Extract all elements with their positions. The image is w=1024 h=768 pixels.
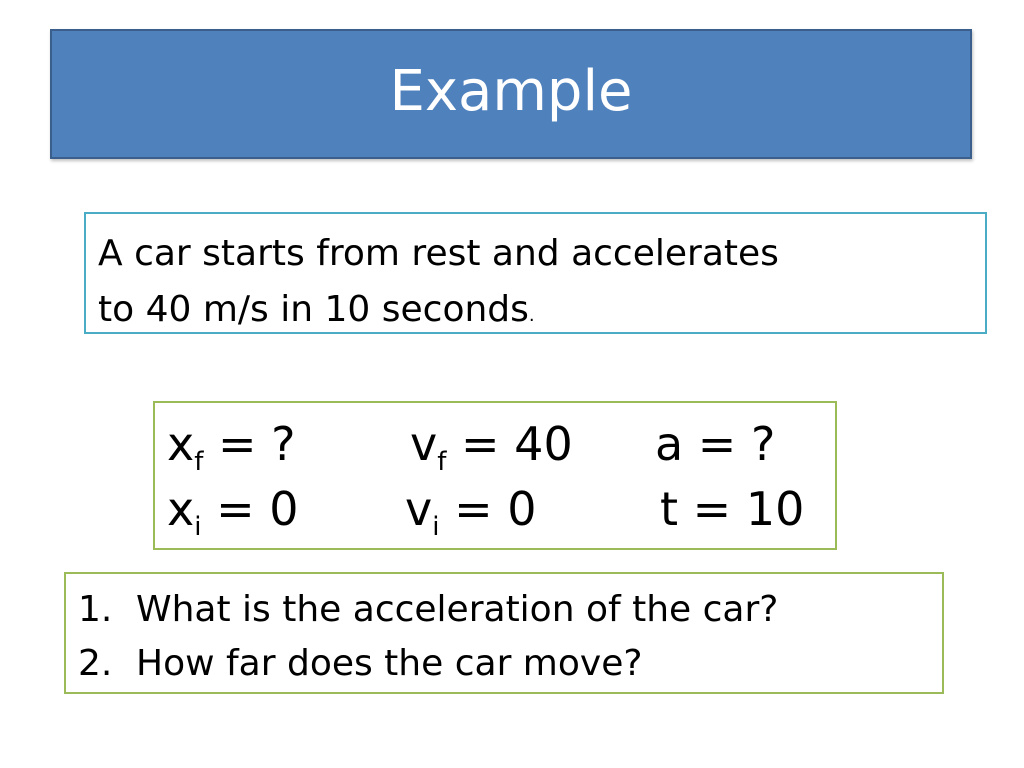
variable-vf — [410, 417, 573, 477]
variable-vi-value: = 0 — [439, 482, 537, 536]
problem-statement-box — [84, 212, 987, 334]
question-2-text: How far does the car move? — [136, 643, 643, 684]
problem-line-2-text: to 40 m/s in 10 seconds — [98, 289, 529, 330]
questions-box — [64, 572, 944, 694]
variable-xi-subscript: i — [194, 512, 202, 542]
slide-title: Example — [389, 59, 633, 124]
problem-line-2 — [98, 282, 779, 344]
variable-xi-value: = 0 — [201, 482, 299, 536]
question-1 — [78, 589, 779, 630]
problem-line-1: A car starts from rest and accelerates — [98, 233, 779, 274]
variable-vi-symbol: v — [405, 482, 433, 536]
variable-vf-value: = 40 — [446, 417, 573, 471]
variable-vi — [405, 482, 537, 542]
question-1-text: What is the acceleration of the car? — [136, 589, 779, 630]
variable-xi — [167, 482, 299, 542]
variable-xf-subscript: f — [194, 447, 204, 477]
title-banner — [50, 29, 972, 159]
question-2-number: 2. — [78, 643, 113, 684]
known-variables-box — [153, 401, 837, 550]
variable-xf-symbol: x — [167, 417, 195, 471]
variable-xf — [167, 417, 296, 477]
variable-xf-value: = ? — [203, 417, 296, 471]
variable-t: t = 10 — [660, 482, 805, 536]
problem-period: . — [528, 305, 535, 326]
problem-statement — [98, 226, 779, 344]
question-1-number: 1. — [78, 589, 113, 630]
variable-xi-symbol: x — [167, 482, 195, 536]
variable-a: a = ? — [655, 417, 776, 471]
variable-vf-symbol: v — [410, 417, 438, 471]
question-2 — [78, 643, 643, 684]
variable-vi-subscript: i — [432, 512, 440, 542]
variable-vf-subscript: f — [437, 447, 447, 477]
